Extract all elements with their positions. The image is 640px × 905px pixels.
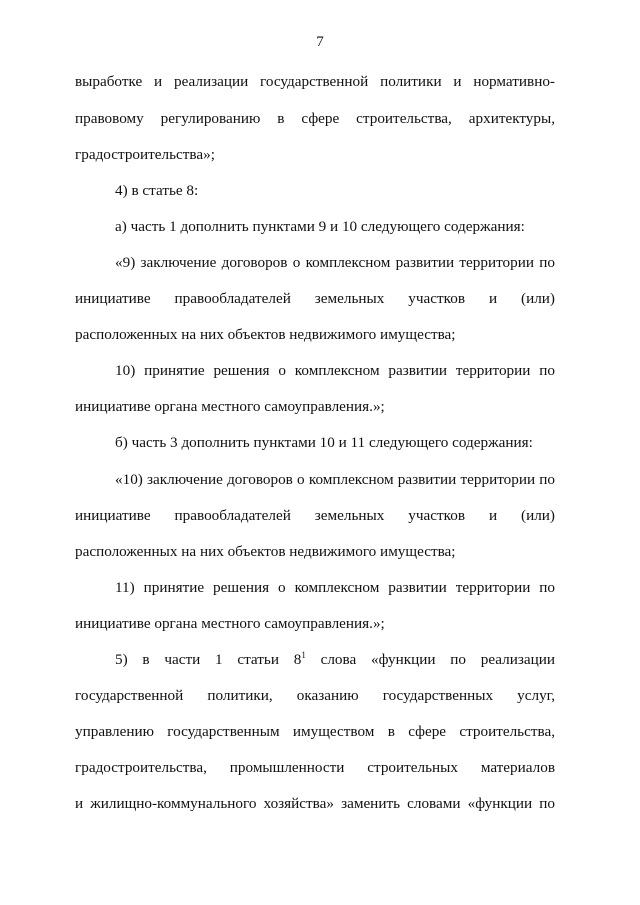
- text-line: и жилищно-коммунального хозяйства» заменить словами «функции по: [75, 795, 555, 812]
- text-line: расположенных на них объектов недвижимого имущества;: [75, 543, 456, 560]
- text-line: «9) заключение договоров о комплексном развитии территории по: [115, 254, 555, 271]
- text-line: градостроительства, промышленности строительных материалов: [75, 759, 555, 776]
- text-line: управлению государственным имуществом в сфере строительства,: [75, 723, 555, 740]
- text-line-with-superscript: [115, 651, 555, 669]
- text-line: расположенных на них объектов недвижимого имущества;: [75, 326, 456, 343]
- text-line: градостроительства»;: [75, 146, 215, 163]
- text-line: 10) принятие решения о комплексном развитии территории по: [115, 362, 555, 379]
- text-line: «10) заключение договоров о комплексном развитии территории по: [115, 471, 555, 488]
- text-line: 11) принятие решения о комплексном развитии территории по: [115, 579, 555, 596]
- text-line: б) часть 3 дополнить пунктами 10 и 11 следующего содержания:: [115, 434, 533, 451]
- superscript: 1: [301, 650, 306, 660]
- text-line: выработке и реализации государственной политики и нормативно-: [75, 73, 555, 90]
- text-line: правовому регулированию в сфере строительства, архитектуры,: [75, 110, 555, 127]
- text-line: инициативе правообладателей земельных участков и (или): [75, 507, 555, 524]
- text-line: инициативе органа местного самоуправления.»;: [75, 398, 385, 415]
- text-line: 4) в статье 8:: [115, 182, 199, 199]
- text-fragment: 5) в части 1 статьи 8: [115, 651, 302, 668]
- text-line: инициативе органа местного самоуправления.»;: [75, 615, 385, 632]
- text-fragment: слова «функции по реализации: [305, 651, 555, 668]
- text-line: инициативе правообладателей земельных участков и (или): [75, 290, 555, 307]
- text-line: государственной политики, оказанию государственных услуг,: [75, 687, 555, 704]
- text-line: а) часть 1 дополнить пунктами 9 и 10 следующего содержания:: [115, 218, 525, 235]
- page-number: 7: [316, 34, 324, 50]
